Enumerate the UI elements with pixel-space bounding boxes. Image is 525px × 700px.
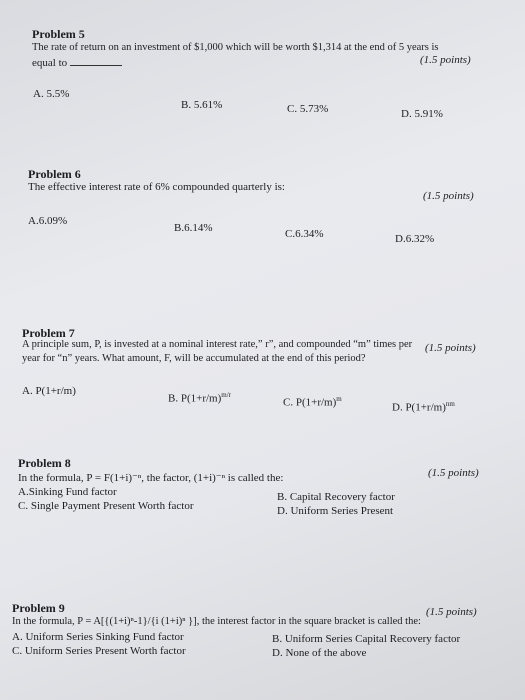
problem-title: Problem 5 [32,27,85,41]
choice-a: A. Uniform Series Sinking Fund factor [12,631,184,643]
problem-title: Problem 8 [18,456,71,470]
choice-c: C. $P(1+r/m)^m$ [283,395,342,409]
question-line: In the formula, P = F(1+i)⁻ⁿ, the factor, (1+i)⁻ⁿ is called the: [18,472,284,484]
points-label: (1.5 points) [426,606,477,618]
points-label: (1.5 points) [423,190,474,202]
choice-c: C. Uniform Series Present Worth factor [12,645,186,657]
choice-b: B. $P(1+r/m)^{m/r}$ [168,391,231,405]
choice-b: B. 5.61% [181,99,223,111]
choice-d: D. $P(1+r/m)^{nm}$ [392,400,455,414]
choice-a: A.6.09% [28,215,68,227]
answer-blank [70,56,122,66]
choice-b: B.6.14% [174,222,213,234]
choice-c: C. Single Payment Present Worth factor [18,500,194,512]
points-label: (1.5 points) [425,342,476,354]
question-line: The effective interest rate of 6% compounded quarterly is: [28,181,285,193]
choice-d: D.6.32% [395,233,435,245]
choice-d: D. Uniform Series Present [277,505,394,517]
question-line: A principle sum, P, is invested at a nominal interest rate,” r”, and compounded “m” times per [22,339,413,350]
choice-b: B. Uniform Series Capital Recovery factor [272,633,461,645]
problem-title: Problem 6 [28,167,81,181]
problem-title: Problem 7 [22,326,75,340]
choice-d: D. 5.91% [401,108,443,120]
question-line: equal to [32,56,122,69]
question-line: The rate of return on an investment of $1,000 which will be worth $1,314 at the end of 5 years is [32,42,439,53]
points-label: (1.5 points) [420,54,471,66]
choice-a: A. 5.5% [33,88,70,100]
choice-a: A. P(1+r/m) [22,385,76,397]
choice-d: D. None of the above [272,647,367,659]
question-line: In the formula, P = A[{(1+i)ⁿ-1}/{i (1+i)ⁿ }], the interest factor in the square bracket is called the: [12,616,421,627]
choice-a: A.Sinking Fund factor [18,486,117,498]
points-label: (1.5 points) [428,467,479,479]
choice-c: C. 5.73% [287,103,329,115]
question-line: year for “n” years. What amount, F, will be accumulated at the end of this period? [22,353,366,364]
choice-b: B. Capital Recovery factor [277,491,395,503]
choice-c: C.6.34% [285,228,324,240]
problem-title: Problem 9 [12,601,65,615]
